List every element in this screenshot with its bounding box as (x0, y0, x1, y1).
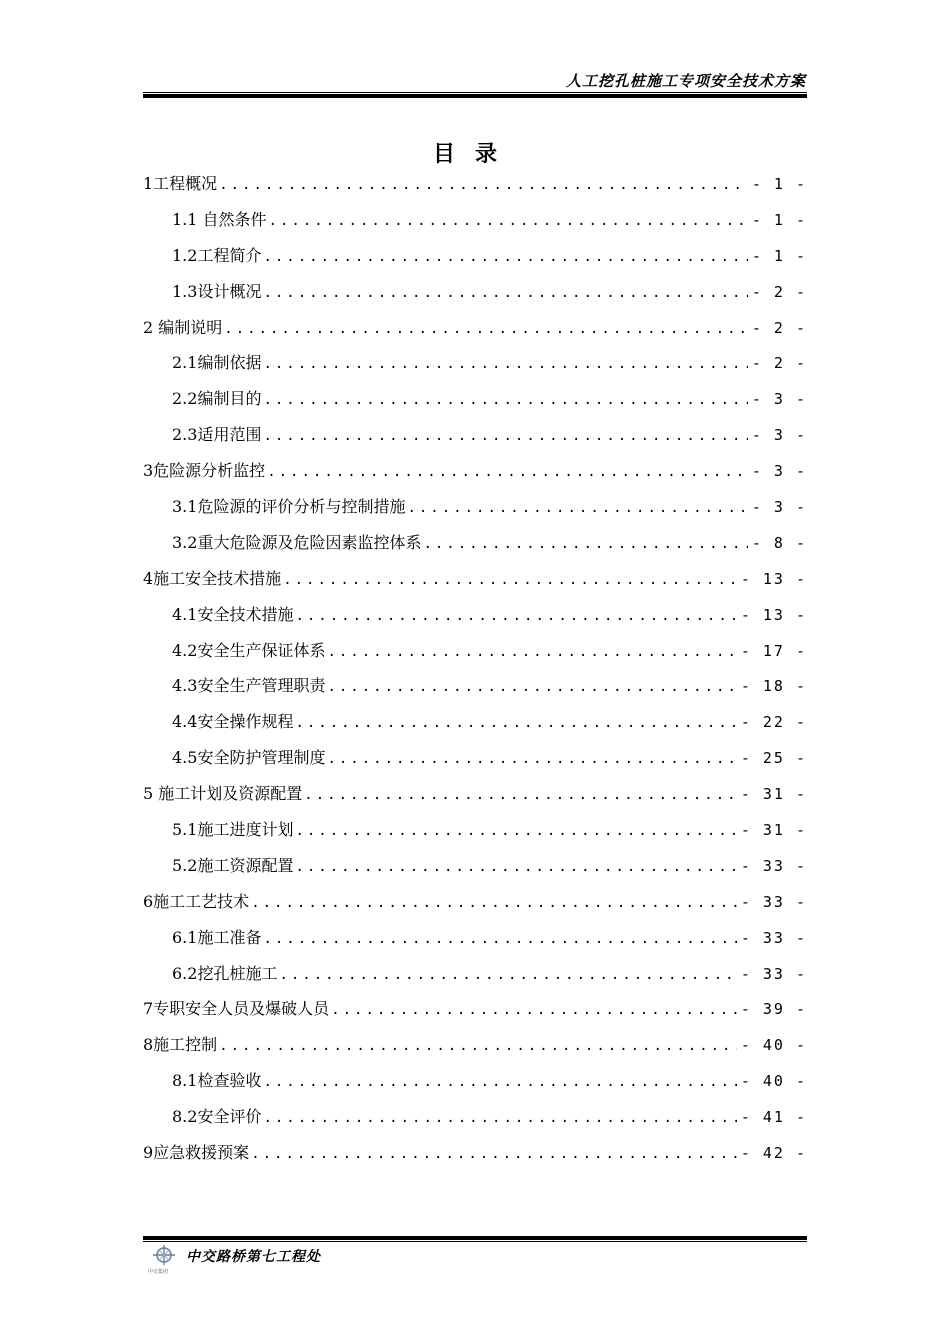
toc-entry-text: 7专职安全人员及爆破人员 (143, 999, 330, 1019)
toc-dot-leader (269, 213, 748, 229)
toc-dot-leader (263, 1074, 736, 1090)
toc-dot-leader (327, 679, 736, 695)
company-logo-icon (150, 1243, 178, 1271)
toc-dot-leader (304, 787, 737, 803)
toc-entry-text: 4.5安全防护管理制度 (172, 748, 326, 768)
toc-entry[interactable] (143, 961, 807, 997)
toc-entry-page: - 3 - (751, 426, 807, 445)
toc-entry[interactable] (143, 171, 807, 207)
header-rule-thin (143, 92, 807, 93)
toc-entry-page: - 33 - (740, 892, 807, 911)
toc-dot-leader (295, 608, 736, 624)
toc-entry[interactable] (143, 458, 807, 494)
toc-entry[interactable] (143, 1068, 807, 1104)
toc-entry-text: 1.1 自然条件 (172, 209, 267, 229)
toc-entry[interactable] (143, 243, 807, 279)
toc-entry-page: - 33 - (740, 928, 807, 947)
toc-dot-leader (224, 321, 748, 337)
toc-dot-leader (263, 1110, 736, 1126)
footer-rule-thick (143, 1236, 807, 1240)
toc-entry[interactable] (143, 1104, 807, 1140)
toc-entry[interactable] (143, 853, 807, 889)
toc-entry-page: - 1 - (751, 210, 807, 229)
toc-dot-leader (219, 177, 748, 193)
toc-entry-page: - 1 - (751, 175, 807, 193)
toc-entry[interactable] (143, 494, 807, 530)
header-rule-thick (143, 94, 807, 98)
toc-entry[interactable] (143, 709, 807, 745)
toc-dot-leader (407, 500, 747, 516)
toc-dot-leader (263, 931, 736, 947)
toc-entry-page: - 3 - (751, 462, 807, 481)
toc-entry-page: - 1 - (751, 246, 807, 265)
toc-entry-page: - 13 - (740, 605, 807, 624)
toc-dot-leader (283, 572, 737, 588)
company-name: 中交路桥第七工程处 (186, 1249, 321, 1265)
toc-entry[interactable] (143, 925, 807, 961)
toc-entry-text: 8.2安全评价 (172, 1107, 262, 1127)
toc-title: 目录 (432, 142, 517, 167)
toc-dot-leader (267, 464, 748, 480)
document-title: 人工挖孔桩施工专项安全技术方案 (565, 72, 806, 90)
toc-entry[interactable] (143, 530, 807, 566)
toc-entry[interactable] (143, 781, 807, 817)
toc-entry-page: - 13 - (740, 569, 807, 588)
toc-entry-page: - 2 - (751, 318, 807, 337)
toc-entry-page: - 42 - (740, 1144, 807, 1163)
toc-entry[interactable] (143, 279, 807, 315)
toc-entry-text: 6施工工艺技术 (143, 891, 250, 911)
toc-entry-text: 1工程概况 (143, 174, 218, 193)
toc-entry-text: 3.1危险源的评价分析与控制措施 (172, 497, 406, 517)
toc-entry-text: 4.2安全生产保证体系 (172, 640, 326, 660)
toc-entry[interactable] (143, 1032, 807, 1068)
toc-entry-text: 2 编制说明 (143, 317, 223, 337)
toc-entry[interactable] (143, 673, 807, 709)
toc-entry-text: 4.4安全操作规程 (172, 712, 294, 732)
toc-entry-page: - 2 - (751, 282, 807, 301)
toc-entry-text: 1.2工程简介 (172, 245, 262, 265)
toc-entry-page: - 17 - (740, 641, 807, 660)
toc-entry[interactable] (143, 602, 807, 638)
table-of-contents (143, 171, 807, 1176)
toc-entry-page: - 31 - (740, 821, 807, 840)
toc-entry[interactable] (143, 422, 807, 458)
toc-entry-text: 5.1施工进度计划 (172, 820, 294, 840)
toc-entry[interactable] (143, 566, 807, 602)
toc-entry[interactable] (143, 996, 807, 1032)
toc-entry-text: 6.2挖孔桩施工 (172, 963, 278, 983)
toc-dot-leader (279, 967, 736, 983)
toc-entry-page: - 31 - (740, 785, 807, 804)
toc-entry[interactable] (143, 315, 807, 351)
toc-dot-leader (263, 428, 747, 444)
toc-entry-text: 9应急救援预案 (143, 1143, 250, 1163)
toc-entry[interactable] (143, 386, 807, 422)
toc-dot-leader (263, 249, 747, 265)
toc-dot-leader (251, 895, 737, 911)
toc-entry[interactable] (143, 1140, 807, 1176)
toc-entry-page: - 18 - (740, 677, 807, 696)
toc-dot-leader (219, 1038, 737, 1054)
toc-entry-page: - 3 - (751, 390, 807, 409)
toc-dot-leader (295, 823, 736, 839)
toc-entry[interactable] (143, 745, 807, 781)
toc-entry-text: 6.1施工准备 (172, 927, 262, 947)
toc-entry-page: - 8 - (751, 533, 807, 552)
toc-entry-page: - 33 - (740, 856, 807, 875)
toc-entry-text: 8.1检查验收 (172, 1071, 262, 1091)
toc-entry-page: - 25 - (740, 749, 807, 768)
toc-entry-page: - 33 - (740, 964, 807, 983)
toc-dot-leader (263, 285, 747, 301)
toc-entry-page: - 39 - (740, 1000, 807, 1019)
footer-rule-thin (143, 1241, 807, 1242)
logo-caption: 中交集团 (148, 1269, 169, 1275)
toc-dot-leader (327, 644, 736, 660)
toc-entry[interactable] (143, 207, 807, 243)
toc-entry-text: 4.3安全生产管理职责 (172, 676, 326, 696)
toc-entry-text: 3.2重大危险源及危险因素监控体系 (172, 532, 422, 552)
toc-entry-text: 1.3设计概况 (172, 281, 262, 301)
toc-entry[interactable] (143, 638, 807, 674)
toc-entry-page: - 22 - (740, 713, 807, 732)
toc-entry-text: 4施工安全技术措施 (143, 568, 282, 588)
toc-dot-leader (331, 1002, 737, 1018)
toc-entry-text: 2.2编制目的 (172, 389, 262, 409)
toc-entry[interactable] (143, 350, 807, 386)
toc-entry-text: 5 施工计划及资源配置 (143, 784, 303, 804)
toc-entry-text: 2.1编制依据 (172, 353, 262, 373)
toc-dot-leader (423, 536, 747, 552)
toc-entry-page: - 3 - (751, 498, 807, 517)
toc-dot-leader (295, 715, 736, 731)
toc-dot-leader (263, 392, 747, 408)
toc-entry-text: 3危险源分析监控 (143, 461, 266, 481)
toc-dot-leader (327, 751, 736, 767)
toc-dot-leader (251, 1146, 737, 1162)
toc-entry-text: 2.3适用范围 (172, 425, 262, 445)
toc-entry-text: 5.2施工资源配置 (172, 855, 294, 875)
toc-entry[interactable] (143, 817, 807, 853)
toc-entry-page: - 41 - (740, 1108, 807, 1127)
toc-dot-leader (295, 859, 736, 875)
toc-dot-leader (263, 356, 747, 372)
toc-entry-page: - 2 - (751, 354, 807, 373)
toc-entry-page: - 40 - (740, 1072, 807, 1091)
toc-entry-text: 4.1安全技术措施 (172, 604, 294, 624)
toc-entry-page: - 40 - (740, 1036, 807, 1055)
toc-entry-text: 8施工控制 (143, 1035, 218, 1055)
toc-entry[interactable] (143, 889, 807, 925)
